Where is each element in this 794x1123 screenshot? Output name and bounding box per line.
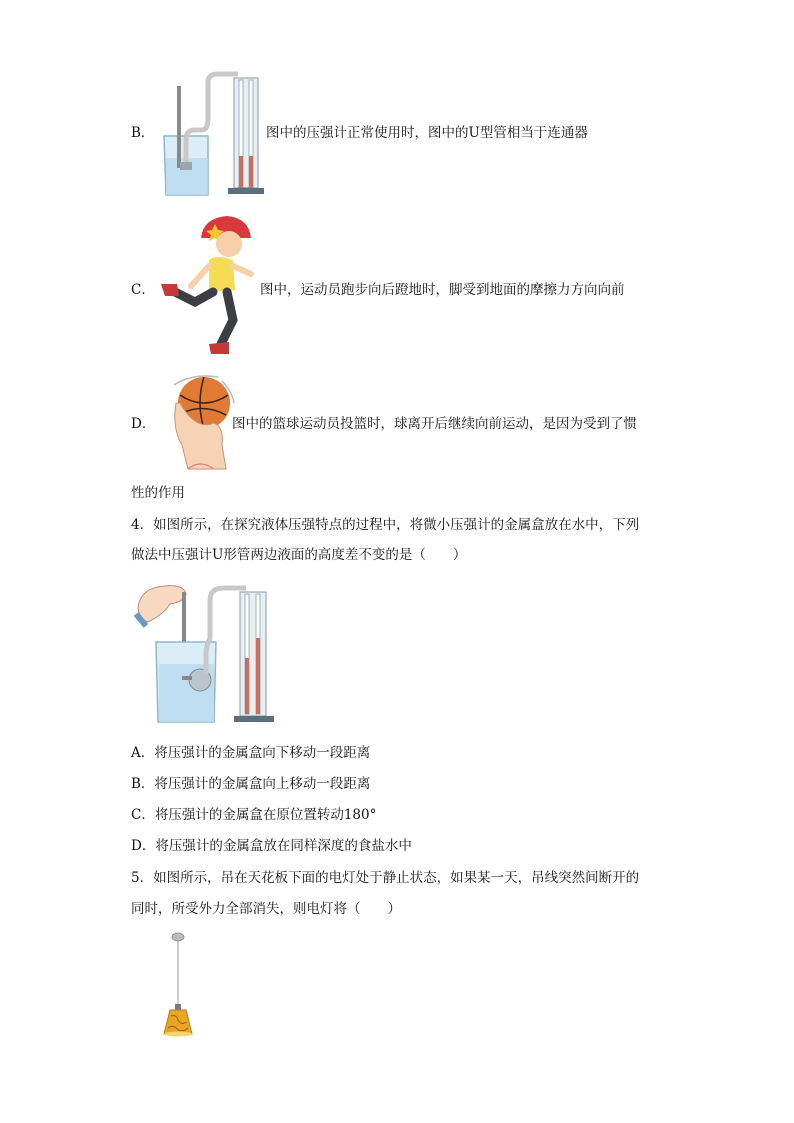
option-d-letter: D． [131,416,156,432]
basketball-hand-icon [170,373,238,471]
question4-stem-line1: 4．如图所示，在探究液体压强特点的过程中，将微小压强计的金属盒放在水中，下列 [131,517,640,533]
hanging-lamp-icon [158,930,198,1042]
option-d-text-line1: 图中的篮球运动员投篮时，球离开后继续向前运动，是因为受到了惯 [232,416,637,432]
hand-manometer-beaker-icon [134,580,280,726]
option-b-text: 图中的压强计正常使用时，图中的U型管相当于连通器 [266,125,588,141]
question4-option-a: A．将压强计的金属盒向下移动一段距离 [131,745,371,761]
question4-option-b: B．将压强计的金属盒向上移动一段距离 [131,776,371,792]
question4-stem-line2: 做法中压强计U形管两边液面的高度差不变的是（ ） [131,547,467,563]
question4-option-d: D．将压强计的金属盒放在同样深度的食盐水中 [131,838,412,854]
running-boy-icon [155,212,260,364]
question5-stem-line2: 同时，所受外力全部消失，则电灯将（ ） [131,901,401,917]
option-d-text-line2: 性的作用 [131,485,185,501]
question4-option-c: C．将压强计的金属盒在原位置转动180° [131,807,377,823]
question5-stem-line1: 5．如图所示，吊在天花板下面的电灯处于静止状态，如果某一天，吊线突然间断开的 [131,870,640,886]
option-c-text: 图中，运动员跑步向后蹬地时，脚受到地面的摩擦力方向向前 [260,282,625,298]
option-c-letter: C． [131,282,155,298]
manometer-beaker-icon [158,68,270,198]
option-b-letter: B． [131,125,155,141]
